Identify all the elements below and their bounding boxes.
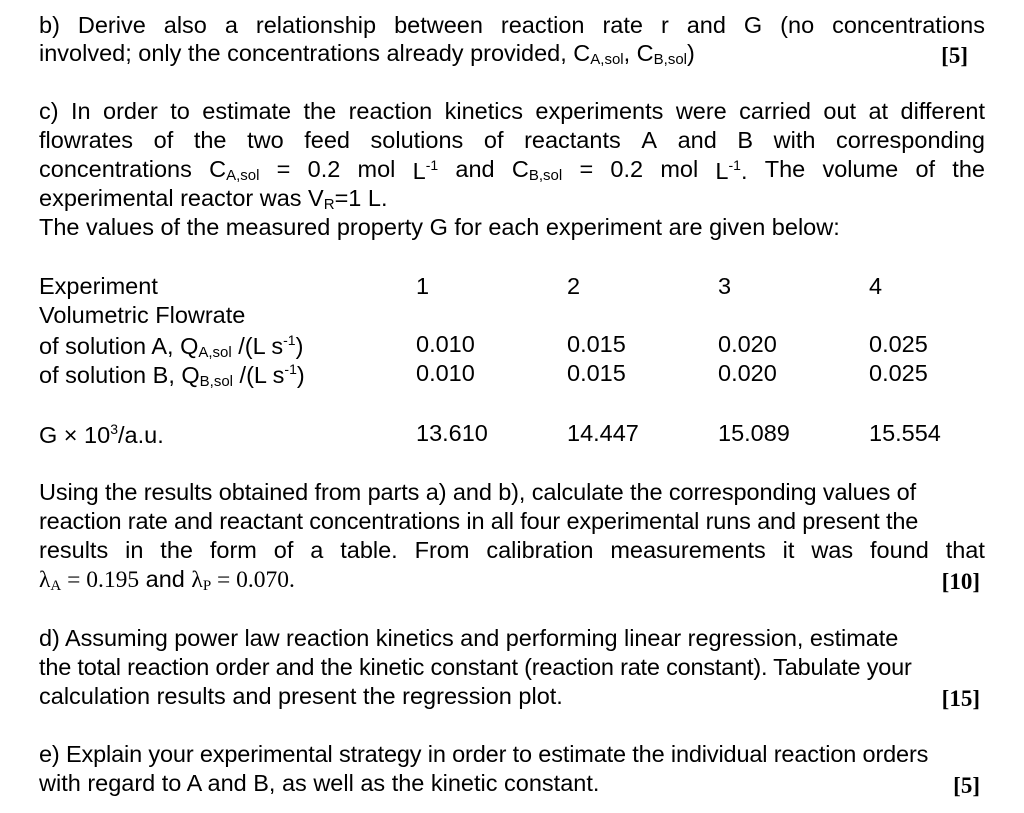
- table-cell: 0.010: [416, 360, 475, 386]
- text: C: [511, 156, 529, 182]
- subscript: B,sol: [528, 167, 563, 184]
- instruction-line-1: Using the results obtained from parts a) and b), calculate the corresponding values of: [39, 479, 917, 505]
- marks-b: [5]: [941, 43, 968, 68]
- subscript: A: [50, 578, 62, 594]
- table-cell: 14.447: [567, 420, 639, 446]
- part-c-line-5: The values of the measured property G for each experiment are given below:: [39, 214, 840, 240]
- word: and: [686, 12, 726, 38]
- word: The: [764, 156, 806, 182]
- table-cell: 0.025: [869, 331, 928, 357]
- text: , C: [623, 40, 654, 66]
- text: ): [687, 40, 695, 66]
- word: G: [743, 12, 763, 38]
- word: different: [900, 98, 985, 124]
- word: the: [303, 98, 337, 124]
- g-label: [39, 422, 164, 448]
- part-c-line-3: [39, 158, 985, 184]
- word: form: [209, 537, 257, 563]
- word: order: [103, 98, 158, 124]
- row-b-label: [39, 362, 305, 388]
- table-cell: 13.610: [416, 420, 488, 446]
- word: carried: [739, 98, 811, 124]
- table-cell: 0.015: [567, 360, 626, 386]
- word: reaction: [500, 12, 585, 38]
- experiment-number: 4: [869, 273, 883, 299]
- word: a: [224, 12, 238, 38]
- word: measurements: [610, 537, 766, 563]
- word: and: [677, 127, 717, 153]
- experiment-number: 1: [416, 273, 430, 299]
- table-cell: 0.020: [718, 360, 777, 386]
- word: at: [868, 98, 889, 124]
- table-cell: 0.025: [869, 360, 928, 386]
- conc-b: [512, 158, 562, 184]
- part-c-line-4: [39, 187, 388, 211]
- text: of solution B, Q: [39, 362, 200, 388]
- marks-d: [15]: [941, 686, 980, 711]
- word: From: [414, 537, 470, 563]
- word: B: [737, 127, 754, 153]
- part-e-line-2: with regard to A and B, as well as the kinetic constant.: [39, 770, 600, 796]
- word: relationship: [255, 12, 377, 38]
- text: L: [412, 158, 426, 184]
- part-b-line-1: [39, 14, 985, 38]
- instruction-line-2: reaction rate and reactant concentrations in all four experimental runs and present the: [39, 508, 919, 534]
- table-cell: 0.010: [416, 331, 475, 357]
- superscript: -1: [284, 361, 297, 377]
- experiment-number: 2: [567, 273, 581, 299]
- text: /(L s: [231, 333, 284, 359]
- word: r: [660, 12, 669, 38]
- word: mol: [357, 156, 396, 182]
- word: the: [952, 156, 985, 182]
- word: calibration: [486, 537, 594, 563]
- row-a-label: [39, 333, 303, 359]
- conc-a: [209, 158, 259, 184]
- word: between: [394, 12, 483, 38]
- subscript: A,sol: [226, 167, 260, 184]
- subscript: P: [202, 578, 212, 594]
- word: concentrations: [39, 156, 192, 182]
- lambda-symbol: λ: [39, 567, 51, 593]
- experiment-label: Experiment: [39, 273, 158, 299]
- word: was: [811, 537, 854, 563]
- word: estimate: [202, 98, 292, 124]
- lambda-symbol: λ: [191, 567, 203, 593]
- word: concentrations: [832, 12, 985, 38]
- table-cell: 15.089: [718, 420, 790, 446]
- text: ): [296, 362, 305, 388]
- word: flowrates: [39, 127, 134, 153]
- word: reactants: [524, 127, 621, 153]
- word: experiments: [535, 98, 664, 124]
- superscript: -1: [283, 332, 296, 348]
- word: of: [915, 156, 936, 182]
- word: and: [455, 156, 495, 182]
- word: a: [310, 537, 324, 563]
- word: two: [247, 127, 284, 153]
- word: 0.2: [610, 156, 644, 182]
- word: mol: [660, 156, 699, 182]
- text: and: [139, 566, 192, 592]
- word: out: [823, 98, 857, 124]
- word: c): [39, 98, 59, 124]
- word: it: [782, 537, 795, 563]
- subscript: A,sol: [590, 51, 624, 68]
- part-c-line-1: [39, 100, 985, 124]
- marks-e: [5]: [953, 773, 980, 798]
- word: results: [39, 537, 109, 563]
- word: table.: [340, 537, 398, 563]
- word: of: [153, 127, 174, 153]
- word: rate: [602, 12, 643, 38]
- unit-l: $L^{-1}$.: [715, 157, 748, 184]
- word: reaction: [348, 98, 433, 124]
- word: with: [773, 127, 816, 153]
- word: In: [70, 98, 91, 124]
- text: ): [295, 333, 304, 359]
- word: A: [641, 127, 657, 153]
- part-d-line-1: d) Assuming power law reaction kinetics and performing linear regression, estimate: [39, 625, 899, 651]
- table-cell: 15.554: [869, 420, 941, 446]
- text: G × 10: [39, 422, 111, 448]
- word: volume: [822, 156, 899, 182]
- word: solutions: [370, 127, 464, 153]
- text: =1 L.: [334, 185, 388, 211]
- word: were: [675, 98, 727, 124]
- text: C: [209, 156, 227, 182]
- word: corresponding: [836, 127, 985, 153]
- word: =: [579, 156, 594, 182]
- text: /a.u.: [118, 422, 164, 448]
- subscript: A,sol: [198, 344, 232, 361]
- text: L: [715, 158, 729, 184]
- text: experimental reactor was V: [39, 185, 324, 211]
- flowrate-label: Volumetric Flowrate: [39, 302, 246, 328]
- text: of solution A, Q: [39, 333, 199, 359]
- word: =: [276, 156, 291, 182]
- word: 0.2: [307, 156, 341, 182]
- word: found: [870, 537, 929, 563]
- word: in: [125, 537, 144, 563]
- part-c-line-2: [39, 129, 985, 153]
- subscript: B,sol: [199, 373, 234, 390]
- word: that: [945, 537, 985, 563]
- marks-c: [10]: [941, 569, 980, 594]
- text: = 0.195: [61, 567, 140, 593]
- word: b): [39, 12, 60, 38]
- text: /(L s: [233, 362, 285, 388]
- text: involved; only the concentrations already provided, C: [39, 40, 591, 66]
- subscript: R: [323, 196, 335, 213]
- word: the: [160, 537, 193, 563]
- word: to: [170, 98, 190, 124]
- word: (no: [780, 12, 815, 38]
- part-e-line-1: e) Explain your experimental strategy in order to estimate the individual reaction orders: [39, 741, 929, 767]
- word: of: [483, 127, 504, 153]
- unit-l: [413, 158, 439, 184]
- word: kinetics: [444, 98, 523, 124]
- experiment-number: 3: [718, 273, 732, 299]
- part-b-line-2: [39, 42, 695, 66]
- part-d-line-2: the total reaction order and the kinetic constant (reaction rate constant). Tabulate your: [39, 654, 912, 680]
- table-cell: 0.015: [567, 331, 626, 357]
- instruction-line-3: [39, 539, 985, 563]
- text: = 0.070.: [211, 567, 295, 593]
- word: Derive: [77, 12, 146, 38]
- word: also: [163, 12, 207, 38]
- part-d-line-3: calculation results and present the regression plot.: [39, 683, 563, 709]
- word: the: [193, 127, 227, 153]
- superscript: -1: [728, 157, 741, 173]
- superscript: -1: [425, 157, 439, 173]
- table-cell: 0.020: [718, 331, 777, 357]
- superscript: 3: [110, 421, 118, 437]
- word: feed: [304, 127, 350, 153]
- subscript: B,sol: [653, 51, 688, 68]
- lambda-values: [39, 568, 295, 593]
- word: of: [273, 537, 294, 563]
